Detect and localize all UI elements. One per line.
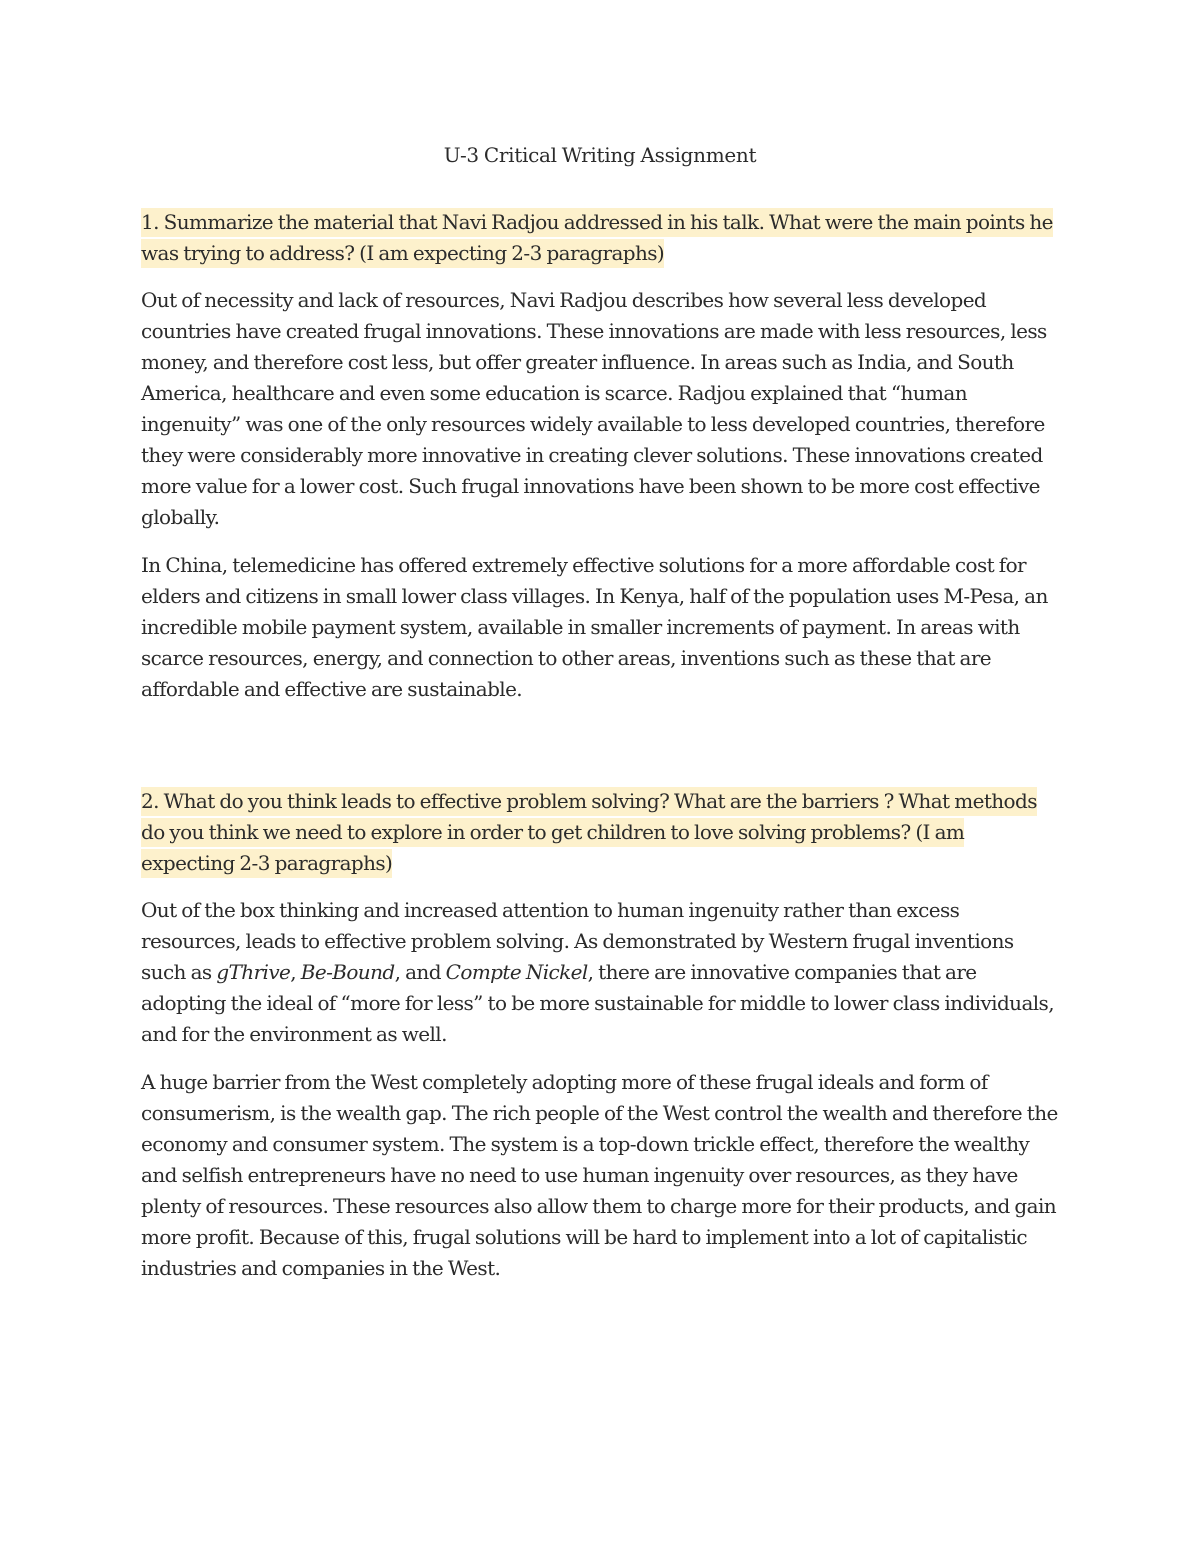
section-spacer (141, 722, 1059, 786)
answer-1-paragraph-1: Out of necessity and lack of resources, Navi Radjou describes how several less developed countries have created frugal innovations. These innovations are made with less resources, less money, and therefore cost less, but offer greater influence. In areas such as India, and South America, healthcare and even some education is scarce. Radjou explained that “human ingenuity” was one of the only resources widely available to less developed countries, therefore they were considerably more innovative in creating clever solutions. These innovations created more value for a lower cost. Such frugal innovations have been shown to be more cost effective globally. (141, 288, 1047, 529)
answer-2-p1-separator-2: , and (394, 960, 446, 984)
question-2-text: 2. What do you think leads to effective problem solving? What are the barriers ? What methods do you think we need to explore in order to get children to love solving problems? (I am expecting 2-3 paragraphs) (141, 787, 1037, 878)
document-body (141, 140, 1059, 1301)
answer-2-paragraph-2: A huge barrier from the West completely adopting more of these frugal ideals and form of consumerism, is the wealth gap. The rich people of the West control the wealth and therefore the economy and consumer system. The system is a top-down trickle effect, therefore the wealthy and selfish entrepreneurs have no need to use human ingenuity over resources, as they have plenty of resources. These resources also allow them to charge more for their products, and gain more profit. Because of this, frugal solutions will be hard to implement into a lot of capitalistic industries and companies in the West. (141, 1070, 1058, 1280)
company-name-compte-nickel: Compte Nickel (445, 960, 588, 984)
question-1 (141, 207, 1059, 269)
answer-2-paragraph-1 (141, 895, 1059, 1050)
company-name-gthrive: gThrive (216, 960, 291, 984)
question-2 (141, 786, 1059, 879)
answer-1-paragraph-2: In China, telemedicine has offered extremely effective solutions for a more affordable cost for elders and citizens in small lower class villages. In Kenya, half of the population uses M-Pesa, an incredible mobile payment system, available in smaller increments of payment. In areas with scarce resources, energy, and connection to other areas, inventions such as these that are affordable and effective are sustainable. (141, 553, 1048, 701)
company-name-be-bound: Be-Bound (300, 960, 395, 984)
answer-2-p1-text-a: Out of the box thinking and increased attention to human ingenuity rather than excess resources, leads to effective problem solving. As demonstrated by Western frugal inventions such as (141, 898, 1014, 984)
document-title: U-3 Critical Writing Assignment (443, 143, 757, 167)
answer-2-p1-separator-1: , (290, 960, 301, 984)
answer-2-p1-text-b: , there are innovative companies that are adopting the ideal of “more for less” to be more sustainable for middle to lower class individuals, and for the environment as well. (141, 960, 1054, 1046)
question-1-text: 1. Summarize the material that Navi Radjou addressed in his talk. What were the main points he was trying to address? (I am expecting 2-3 paragraphs) (141, 208, 1053, 268)
